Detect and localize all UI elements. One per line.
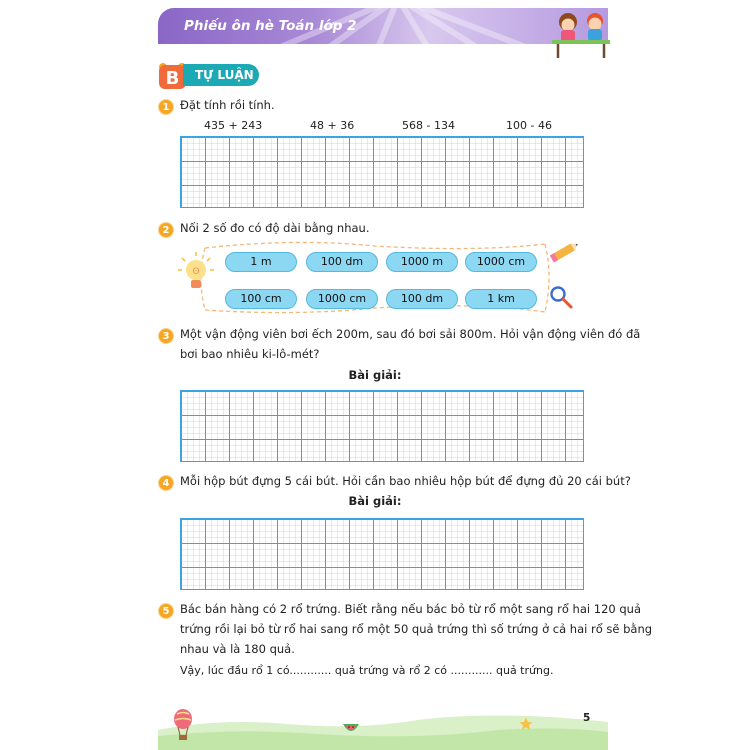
question-2-text: Nối 2 số đo có độ dài bằng nhau.: [180, 221, 370, 235]
section-letter: B: [165, 68, 180, 89]
page-number: 5: [583, 712, 591, 724]
star-icon: [519, 717, 533, 731]
question-3-text-line2: bơi bao nhiêu ki-lô-mét?: [180, 347, 320, 361]
expression-3: 568 - 134: [402, 119, 455, 132]
question-5-text-line1: Bác bán hàng có 2 rổ trứng. Biết rằng nếu bác bỏ từ rổ một sang rổ hai 120 quả: [180, 602, 641, 616]
section-title: TỰ LUẬN: [183, 64, 259, 86]
magnifier-icon: [548, 284, 574, 310]
expression-2: 48 + 36: [310, 119, 355, 132]
question-3-answer-grid[interactable]: [180, 390, 584, 462]
page-title: Phiếu ôn hè Toán lớp 2: [184, 18, 357, 34]
svg-text:ʘ: ʘ: [192, 267, 200, 277]
expression-1: 435 + 243: [204, 119, 263, 132]
hot-air-balloon-icon: [172, 708, 194, 742]
question-1-text: Đặt tính rồi tính.: [180, 98, 275, 112]
measure-bottom-4[interactable]: 1 km: [465, 289, 537, 309]
calculation-grid[interactable]: [180, 136, 584, 208]
measure-bottom-1[interactable]: 100 cm: [225, 289, 297, 309]
question-3-number: 3: [158, 328, 174, 344]
measure-top-3[interactable]: 1000 m: [386, 252, 458, 272]
question-5-text-line2: trứng rồi lại bỏ từ rổ hai sang rổ một 50 quả trứng thì số trứng ở cả hai rổ sẽ bằng: [180, 622, 653, 636]
question-4-text: Mỗi hộp bút đựng 5 cái bút. Hỏi cần bao nhiêu hộp bút để đựng đủ 20 cái bút?: [180, 474, 631, 488]
measure-top-1[interactable]: 1 m: [225, 252, 297, 272]
lightbulb-icon: [176, 250, 216, 294]
measure-bottom-3[interactable]: 100 dm: [386, 289, 458, 309]
question-4-solution-label: Bài giải:: [348, 494, 402, 508]
question-5-number: 5: [158, 603, 174, 619]
footer-landscape: [158, 700, 608, 750]
measure-top-4[interactable]: 1000 cm: [465, 252, 537, 272]
children-studying-illustration: [548, 8, 614, 60]
watermelon-icon: [342, 722, 360, 736]
question-5-answer-line[interactable]: Vậy, lúc đầu rổ 1 có............ quả trứng và rổ 2 có ............ quả trứng.: [180, 664, 554, 677]
expression-4: 100 - 46: [506, 119, 552, 132]
question-4-number: 4: [158, 475, 174, 491]
question-4-answer-grid[interactable]: [180, 518, 584, 590]
question-2-number: 2: [158, 222, 174, 238]
measure-top-2[interactable]: 100 dm: [306, 252, 378, 272]
question-5-text-line3: nhau và là 180 quả.: [180, 642, 295, 656]
question-3-solution-label: Bài giải:: [348, 368, 402, 382]
pencil-icon: [546, 240, 582, 264]
measure-bottom-2[interactable]: 1000 cm: [306, 289, 378, 309]
header-banner: [158, 8, 608, 44]
question-3-text-line1: Một vận động viên bơi ếch 200m, sau đó bơi sải 800m. Hỏi vận động viên đó đã: [180, 327, 641, 341]
question-1-number: 1: [158, 99, 174, 115]
